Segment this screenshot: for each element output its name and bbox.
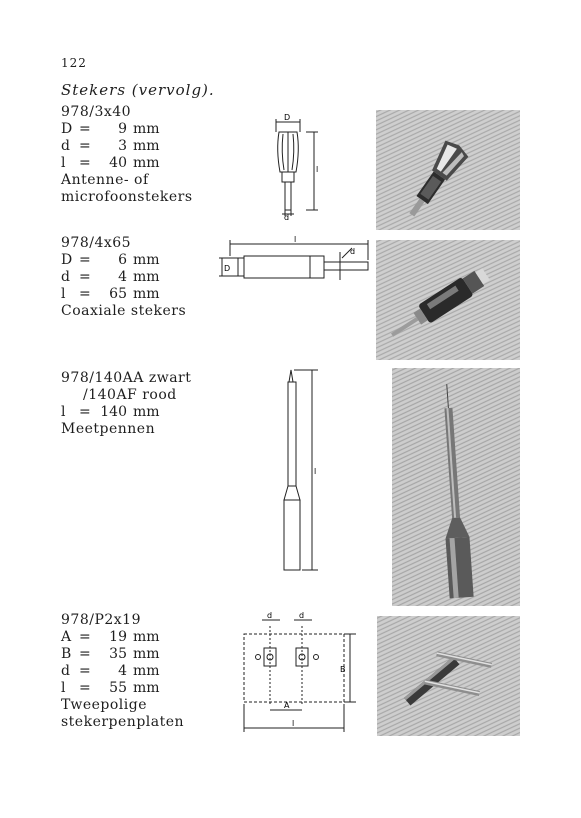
dim-label-D: D xyxy=(224,264,231,273)
dim-label-d: d xyxy=(350,247,356,256)
entry-antenna-plug xyxy=(61,104,193,206)
spec-row: d = 4 mm xyxy=(61,663,160,679)
spec-row: l = 55 mm xyxy=(61,680,160,696)
dim-label-B: B xyxy=(340,665,346,674)
product-description: Tweepolige xyxy=(61,697,147,713)
two-pole-plate-drawing xyxy=(236,610,364,734)
product-description: stekerpenplaten xyxy=(61,714,185,730)
spec-row: l = 140 mm xyxy=(61,404,160,420)
spec-row: D = 9 mm xyxy=(61,121,160,137)
entry-coax-plug xyxy=(61,235,186,320)
product-code: 978/P2x19 xyxy=(61,612,141,628)
coax-plug-photo xyxy=(376,240,520,360)
product-code: 978/4x65 xyxy=(61,235,132,251)
spec-row: d = 4 mm xyxy=(61,269,160,285)
dim-label-l: l xyxy=(294,235,297,244)
dim-label-l: l xyxy=(316,165,319,174)
entry-test-probe xyxy=(61,370,191,438)
spec-row: l = 65 mm xyxy=(61,286,160,302)
product-description: microfoonstekers xyxy=(61,189,193,205)
entry-two-pole-plate xyxy=(61,612,184,731)
spec-row: B = 35 mm xyxy=(61,646,160,662)
dim-label-D: D xyxy=(284,113,291,122)
dim-label-d: d xyxy=(299,611,305,620)
test-probe-photo xyxy=(392,368,520,606)
antenna-plug-drawing xyxy=(262,110,332,220)
spec-row: A = 19 mm xyxy=(61,629,160,645)
product-description: Antenne- of xyxy=(61,172,149,188)
dim-label-l: l xyxy=(314,467,317,476)
product-description: Coaxiale stekers xyxy=(61,303,187,319)
dim-label-d: d xyxy=(284,213,290,220)
product-description: Meetpennen xyxy=(61,421,156,437)
antenna-plug-photo xyxy=(376,110,520,230)
section-title: Stekers (vervolg). xyxy=(61,81,215,99)
dim-label-d: d xyxy=(267,611,273,620)
product-code: 978/140AA zwart xyxy=(61,370,192,386)
dim-label-l: l xyxy=(292,719,295,728)
spec-row: D = 6 mm xyxy=(61,252,160,268)
spec-row: l = 40 mm xyxy=(61,155,160,171)
two-pole-plate-photo xyxy=(377,616,520,736)
spec-row: d = 3 mm xyxy=(61,138,160,154)
coax-plug-drawing xyxy=(218,234,370,286)
product-code-variant: /140AF rood xyxy=(83,387,177,403)
page-number: 122 xyxy=(61,56,87,70)
dim-label-A: A xyxy=(284,701,290,710)
product-code: 978/3x40 xyxy=(61,104,132,120)
test-probe-drawing xyxy=(276,364,326,576)
